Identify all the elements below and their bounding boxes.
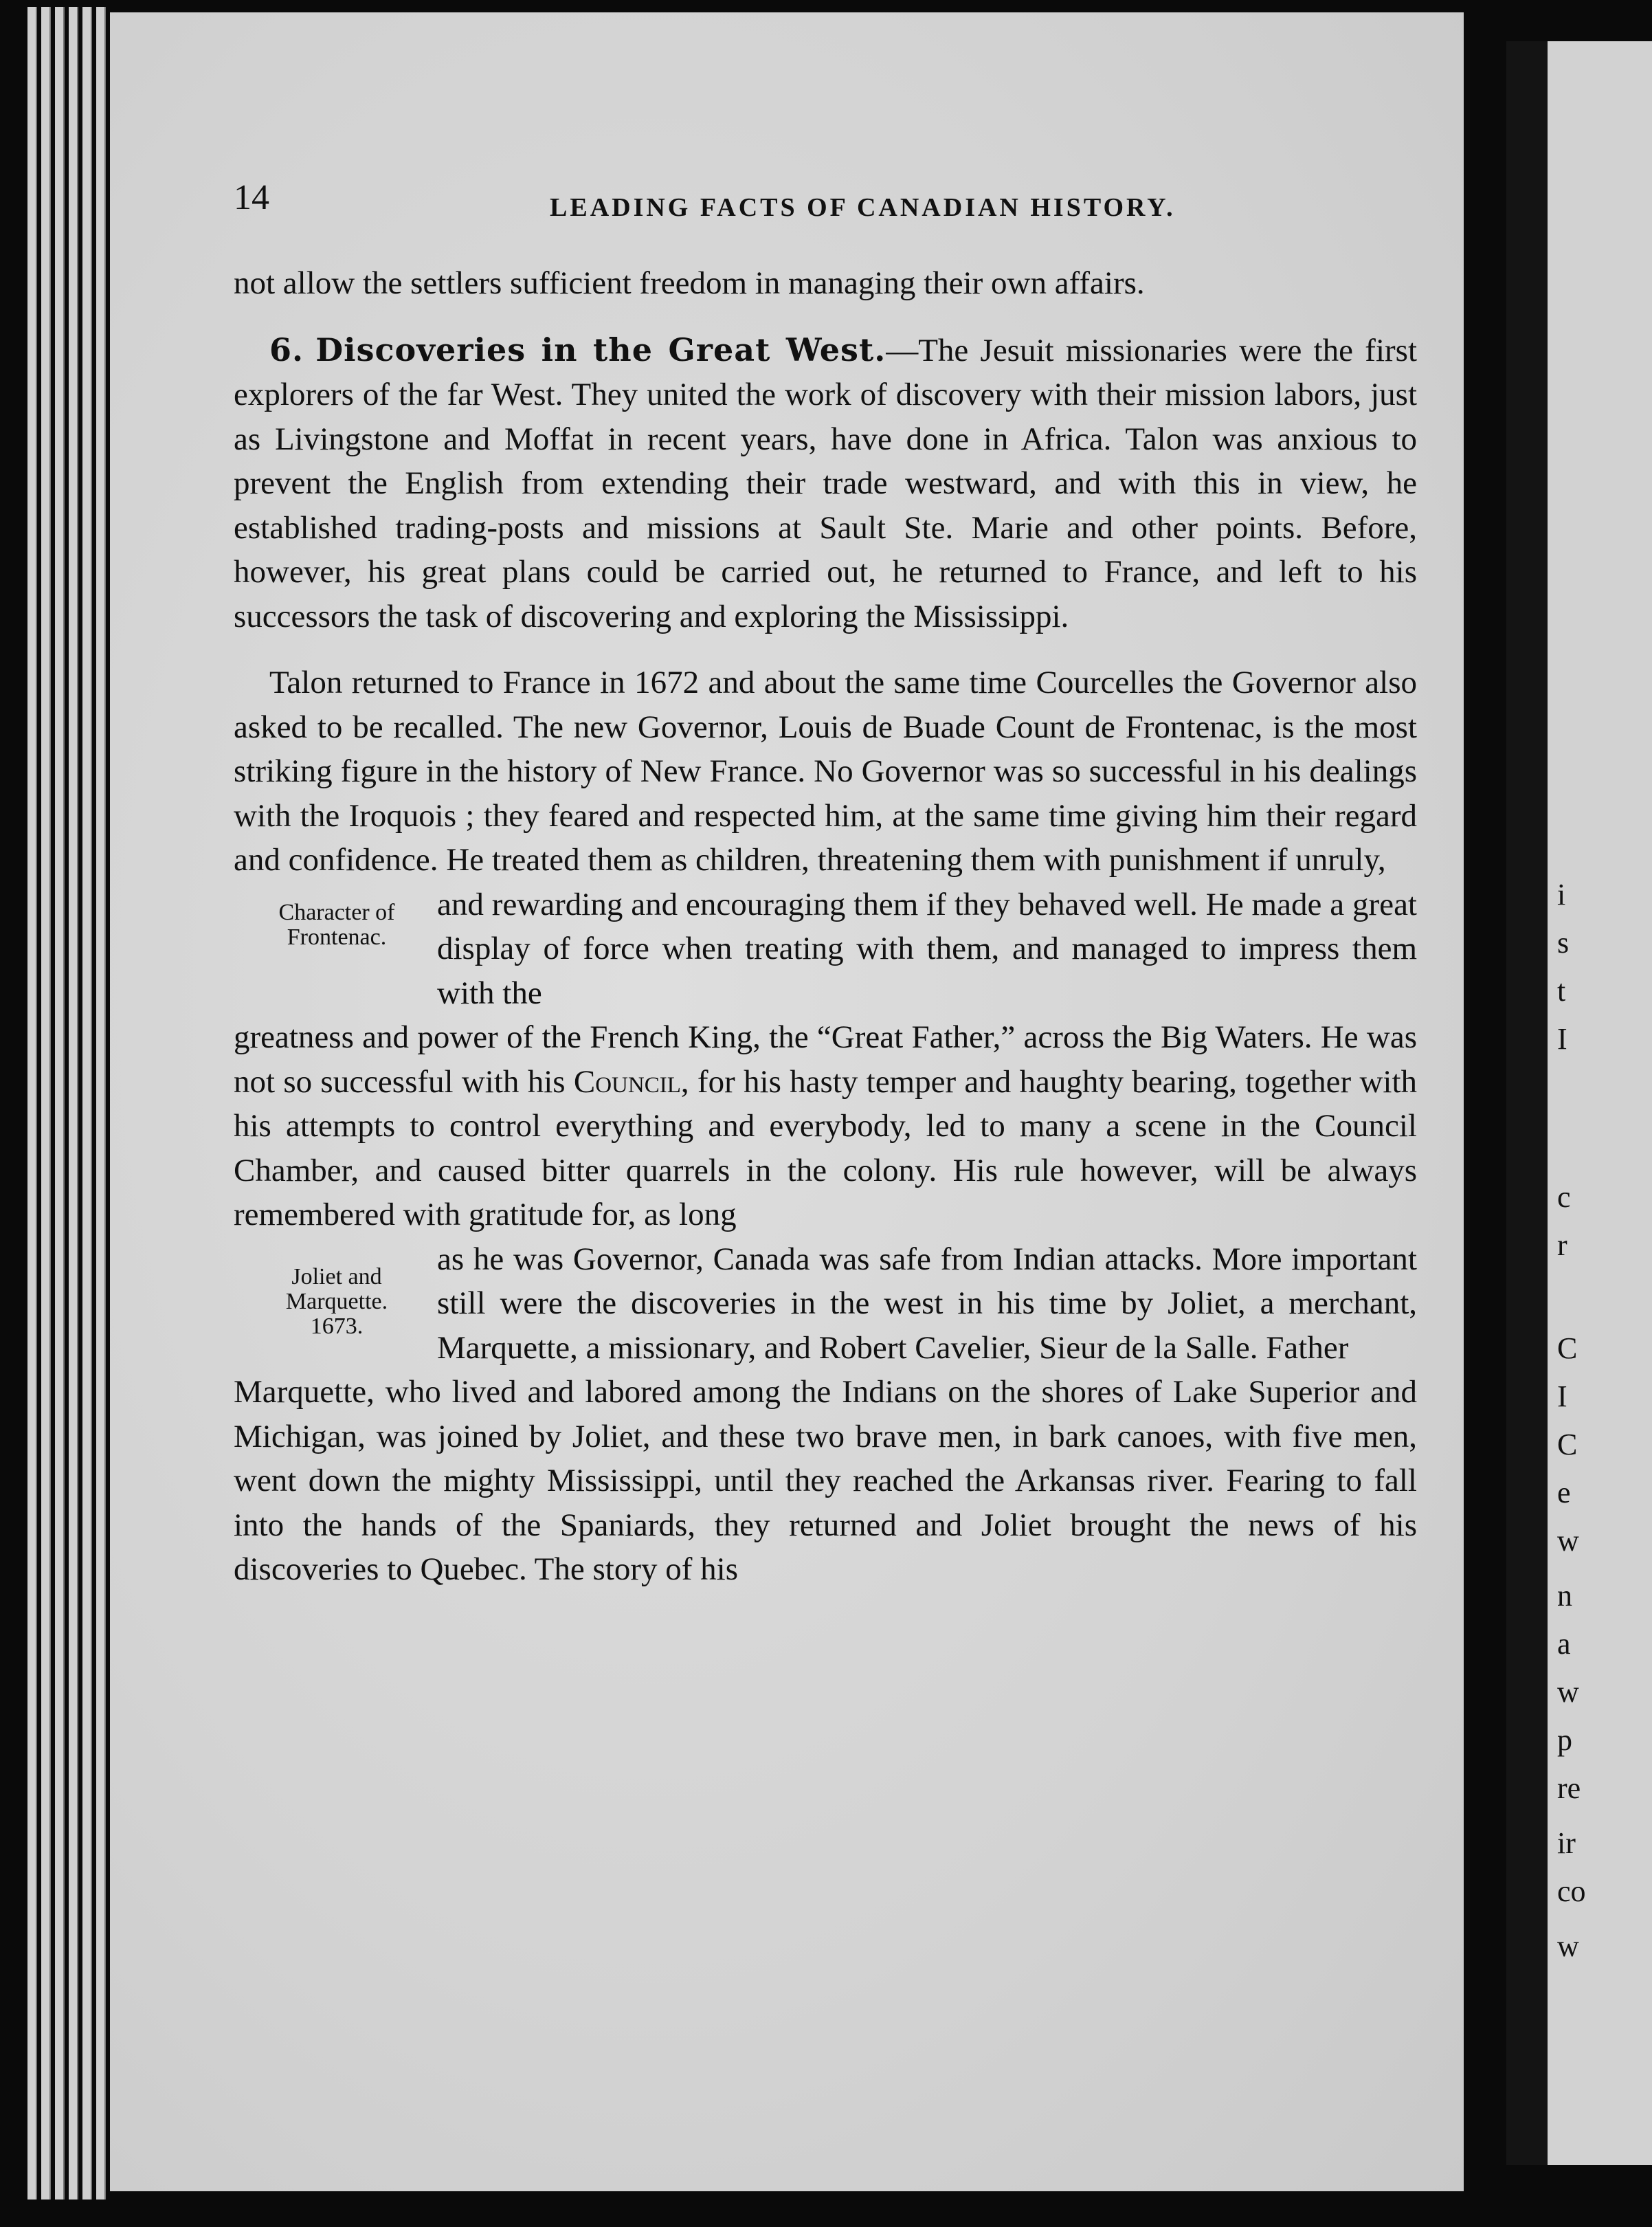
page-edge bbox=[41, 7, 51, 2200]
text-run: greatness and power of the French King, the “Great Father,” across the Big Waters. He was not so successful with his bbox=[234, 1019, 1417, 1100]
page-edge bbox=[96, 7, 106, 2200]
margin-note-line: Frontenac. bbox=[287, 924, 387, 950]
section-number: 6. bbox=[269, 331, 304, 368]
joliet-block bbox=[234, 1237, 1417, 1371]
section-heading: Discoveries in the Great West. bbox=[315, 331, 886, 368]
council-term: Council, bbox=[573, 1063, 689, 1100]
facing-page-fragment: i bbox=[1557, 878, 1566, 911]
book-binding bbox=[1506, 41, 1548, 2165]
page-header bbox=[234, 177, 1416, 232]
talon-paragraph: Talon returned to France in 1672 and about the same time Courcelles the Governor also asked to be recalled. The new Governor, Louis de Buade Count de Frontenac, is the most striking figure in the history of New France. No Governor was so successful in his dealings with the Iroquois ; they feared and respected him, at the same time giving him their regard and confidence. He treated them as children, threatening them with punishment if unruly, bbox=[234, 665, 1417, 878]
page-edge bbox=[55, 7, 65, 2200]
margin-note-line: Joliet and bbox=[291, 1263, 382, 1289]
facing-page-fragment: w bbox=[1557, 1675, 1579, 1709]
margin-note-line: Character of bbox=[278, 899, 395, 925]
facing-page-fragment: w bbox=[1557, 1524, 1579, 1558]
page-edge bbox=[82, 7, 92, 2200]
facing-page-fragment: re bbox=[1557, 1771, 1581, 1805]
joliet-side-text: as he was Governor, Canada was safe from Indian attacks. More important still were the discoveries in the west in his time by Joliet, a merchant, Marquette, a missionary, and Robert Cavelier, Sieur de la Salle. Father bbox=[437, 1241, 1417, 1366]
margin-note-joliet bbox=[234, 1265, 440, 1339]
frontenac-side-text: and rewarding and encouraging them if they behaved well. He made a great display of force when treating with them, and managed to impress them with the bbox=[437, 886, 1417, 1011]
facing-page-fragment: co bbox=[1557, 1874, 1586, 1908]
facing-page-fragment: r bbox=[1557, 1228, 1567, 1262]
running-head: LEADING FACTS OF CANADIAN HISTORY. bbox=[550, 193, 1176, 222]
facing-page-fragment: t bbox=[1557, 974, 1566, 1008]
facing-page-fragment: n bbox=[1557, 1579, 1572, 1613]
paragraph-continuation: not allow the settlers sufficient freedom in managing their own affairs. bbox=[234, 265, 1145, 301]
facing-page-fragment: ir bbox=[1557, 1826, 1576, 1860]
margin-note-line: Marquette. bbox=[285, 1288, 388, 1314]
facing-page-fragment: s bbox=[1557, 926, 1570, 960]
joliet-continued: Marquette, who lived and labored among the Indians on the shores of Lake Superior and Michigan, was joined by Joliet, and these two brave men, in bark canoes, with five men, went down the mighty Mississippi, until they reached the Arkansas river. Fearing to fall into the hands of the Spaniards, they returned and Joliet brought the news of his discoveries to Quebec. The story of his bbox=[234, 1374, 1417, 1587]
facing-page-fragment: p bbox=[1557, 1723, 1572, 1757]
frontenac-continued bbox=[234, 1015, 1417, 1237]
facing-page bbox=[1548, 41, 1652, 2165]
margin-note-line: 1673. bbox=[310, 1313, 364, 1339]
facing-page-fragment: a bbox=[1557, 1627, 1571, 1661]
facing-page-fragment: c bbox=[1557, 1180, 1571, 1214]
body-text bbox=[234, 261, 1417, 1592]
text-run: for his hasty temper and haughty bearing, together with his attempts to control everything and everybody, led to many a scene in the Council Chamber, and caused bitter quarrels in the colony. His rule however, will be always remembered with gratitude for, as long bbox=[234, 1063, 1418, 1232]
facing-page-fragment: C bbox=[1557, 1428, 1578, 1461]
facing-page-fragment: w bbox=[1557, 1929, 1579, 1963]
facing-page-fragment: I bbox=[1557, 1022, 1567, 1056]
frontenac-block bbox=[234, 883, 1417, 1016]
facing-page-fragment: e bbox=[1557, 1476, 1571, 1509]
facing-page-fragment: C bbox=[1557, 1331, 1578, 1365]
page-edge bbox=[27, 7, 37, 2200]
page-number: 14 bbox=[234, 178, 269, 217]
facing-page-fragment: I bbox=[1557, 1380, 1567, 1413]
margin-note-frontenac bbox=[234, 900, 440, 950]
page-edge bbox=[69, 7, 78, 2200]
section-6-text: —The Jesuit missionaries were the first explorers of the far West. They united the work of discovery with their mission labors, just as Livingstone and Moffat in recent years, have done in Africa. Talon was anxious to prevent the English from extending their trade westward, and with this in view, he established trading-posts and missions at Sault Ste. Marie and other points. Before, however, his great plans could be carried out, he returned to France, and left to his successors the task of discovering and exploring the Mississippi. bbox=[234, 332, 1418, 634]
section-6-paragraph bbox=[234, 328, 1417, 639]
